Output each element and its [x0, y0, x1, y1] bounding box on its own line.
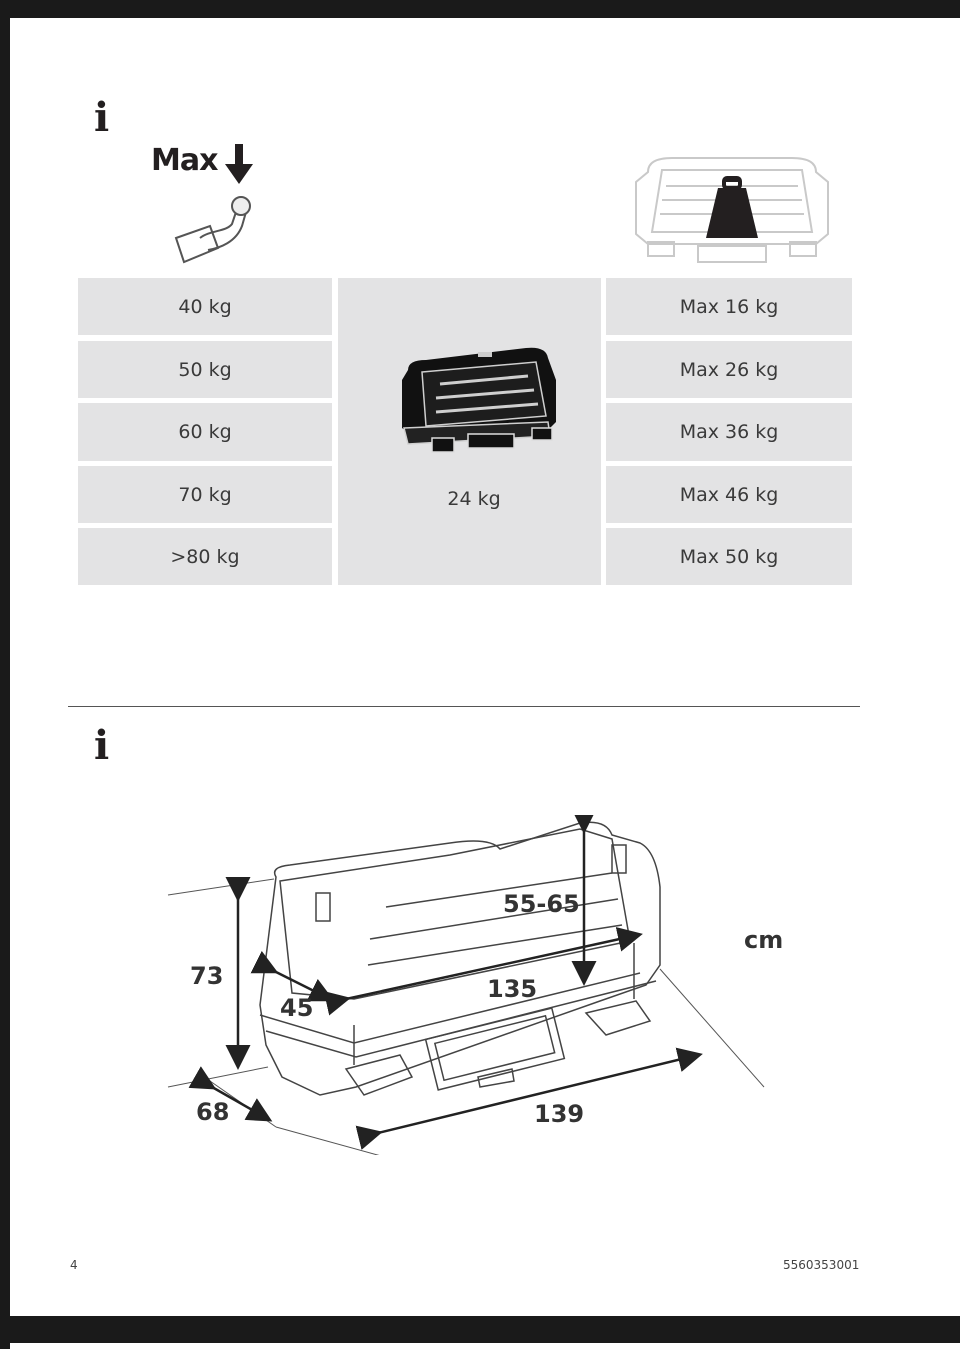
max-payload-cell: Max 50 kg	[606, 528, 852, 585]
info-icon: i	[94, 722, 110, 769]
max-label: Max	[151, 143, 218, 178]
width-dimension: 139	[534, 1100, 585, 1128]
section-divider	[68, 706, 860, 707]
info-icon: i	[94, 94, 110, 141]
arrow-down-icon	[222, 142, 256, 186]
height-dimension: 73	[190, 962, 224, 990]
hitch-load-cell: 60 kg	[78, 403, 332, 461]
max-payload-cell: Max 36 kg	[606, 403, 852, 461]
inner-depth-dimension: 45	[280, 994, 314, 1022]
cargo-box-icon	[396, 340, 562, 464]
doc-number: 5560353001	[783, 1258, 860, 1272]
hitch-load-cell: 50 kg	[78, 341, 332, 398]
hitch-load-cell: 70 kg	[78, 466, 332, 523]
inner-width-dimension: 135	[487, 975, 538, 1003]
hitch-load-cell: 40 kg	[78, 278, 332, 335]
hitch-load-cell: >80 kg	[78, 528, 332, 585]
depth-dimension: 68	[196, 1098, 230, 1126]
bottom-bar	[0, 1316, 960, 1349]
page-number: 4	[70, 1258, 78, 1272]
lid-height-dimension: 55-65	[503, 890, 580, 918]
cargo-box-dimension-drawing	[160, 815, 780, 1155]
box-with-weight-icon	[632, 152, 832, 270]
unit-label: cm	[744, 926, 784, 954]
box-weight-label: 24 kg	[447, 488, 501, 510]
max-payload-cell: Max 26 kg	[606, 341, 852, 398]
max-payload-cell: Max 46 kg	[606, 466, 852, 523]
towbar-icon	[170, 188, 260, 268]
max-payload-cell: Max 16 kg	[606, 278, 852, 335]
